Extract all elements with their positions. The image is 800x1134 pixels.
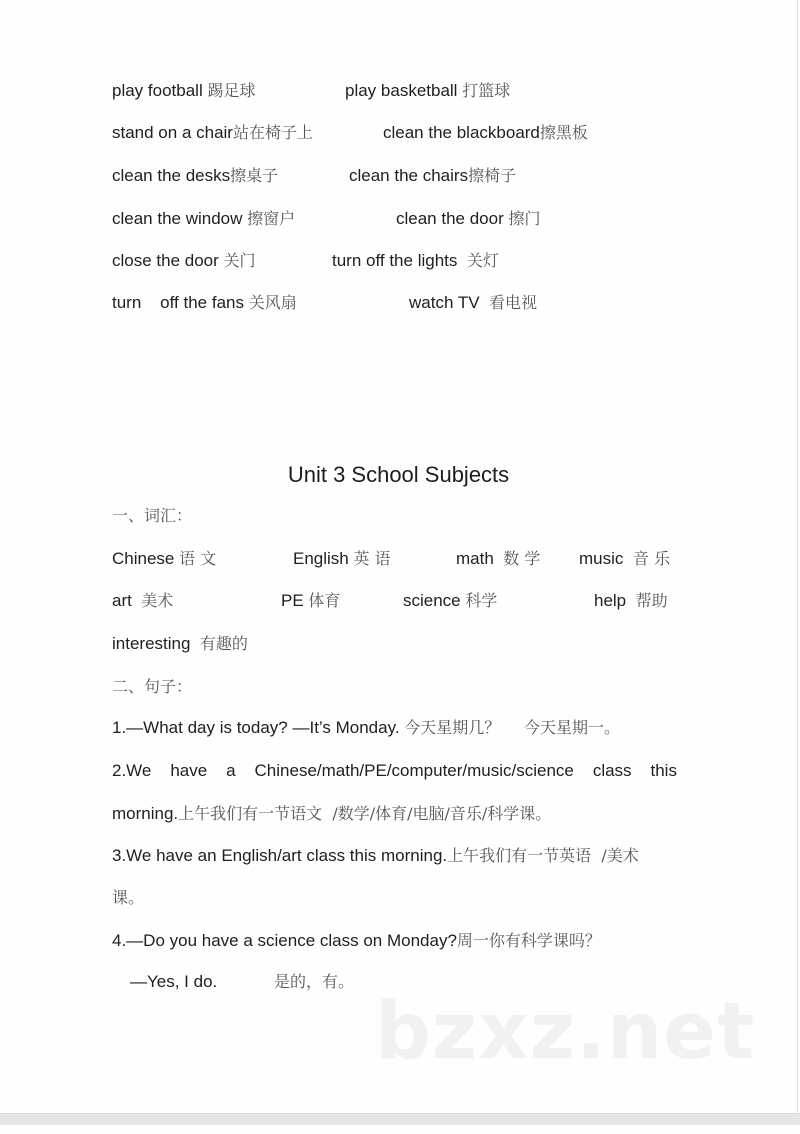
vocab-item	[579, 549, 670, 569]
phrase-en: close the door	[112, 251, 219, 270]
watermark: bzxz.net	[375, 987, 756, 1077]
phrase-en: clean the door	[396, 209, 504, 228]
phrase-item	[112, 209, 295, 229]
word: this	[650, 761, 677, 780]
phrase-zh: 擦黑板	[539, 123, 588, 142]
phrase-en: watch TV	[409, 293, 480, 312]
phrase-item	[409, 293, 537, 313]
vocab-en: Chinese	[112, 549, 175, 568]
sentence-heading: 二、句子：	[112, 677, 193, 696]
sentence-en: 3.We have an English/art class this morning.	[112, 846, 448, 865]
phrase-item	[112, 166, 278, 186]
vocab-item	[403, 591, 497, 611]
vocab-en: math	[456, 549, 494, 568]
phrase-item	[112, 123, 313, 143]
sentence-3-line-1	[112, 846, 639, 866]
phrase-item	[332, 251, 499, 271]
vocab-en: music	[579, 549, 624, 568]
sentence-2-line-1	[112, 761, 677, 781]
phrase-en: clean the chairs	[349, 166, 469, 185]
sentence-2-line-2	[112, 804, 551, 824]
phrase-en: play football	[112, 81, 203, 100]
phrase-item	[112, 293, 297, 313]
sentence-4-answer	[130, 972, 354, 992]
answer-zh: 是的，有。	[273, 972, 354, 991]
phrase-zh: 擦椅子	[468, 166, 517, 185]
phrase-zh: 关门	[223, 251, 256, 270]
vocab-item	[112, 634, 248, 654]
phrase-item	[383, 123, 588, 143]
phrase-zh: 站在椅子上	[232, 123, 313, 142]
phrase-en: stand on a chair	[112, 123, 233, 142]
phrase-zh: 擦门	[508, 209, 541, 228]
word: Chinese/math/PE/computer/music/science	[254, 761, 574, 780]
vocab-zh: 英 语	[353, 549, 391, 568]
phrase-zh: 关风扇	[248, 293, 297, 312]
vocab-en: interesting	[112, 634, 191, 653]
phrase-zh: 看电视	[489, 293, 538, 312]
phrase-zh: 踢足球	[207, 81, 256, 100]
sentence-en: 4.—Do you have a science class on Monday?	[112, 931, 457, 950]
vocab-zh: 语 文	[179, 549, 217, 568]
phrase-en: play basketball	[345, 81, 458, 100]
sentence-zh: 今天星期几？	[404, 718, 501, 737]
next-page-edge	[0, 1125, 800, 1134]
sentence-3-line-2: 课。	[112, 888, 145, 907]
vocab-en: English	[293, 549, 349, 568]
sentence-zh: 周一你有科学课吗？	[456, 931, 601, 950]
vocab-en: science	[403, 591, 461, 610]
sentence-en: 1.—What day is today? —It’s Monday.	[112, 718, 400, 737]
vocab-item	[293, 549, 391, 569]
phrase-item	[112, 81, 255, 101]
sentence-4	[112, 931, 601, 951]
sentence-zh: 今天星期一。	[523, 718, 620, 737]
vocab-heading: 一、词汇：	[112, 506, 193, 525]
vocab-en: PE	[281, 591, 304, 610]
vocab-zh: 音 乐	[632, 549, 670, 568]
answer-en: —Yes, I do.	[130, 972, 218, 991]
phrase-item	[349, 166, 516, 186]
vocab-zh: 体育	[308, 591, 341, 610]
vocab-zh: 科学	[465, 591, 498, 610]
vocab-zh: 美术	[141, 591, 174, 610]
sentence-zh: 上午我们有一节英语 /美术	[447, 846, 639, 865]
phrase-zh: 打篮球	[462, 81, 511, 100]
phrase-en: clean the blackboard	[383, 123, 540, 142]
phrase-zh: 擦窗户	[247, 209, 296, 228]
vocab-item	[112, 549, 216, 569]
unit-title: Unit 3 School Subjects	[287, 462, 510, 487]
word: 2.We	[112, 761, 152, 780]
phrase-en: turn off the lights	[332, 251, 458, 270]
phrase-zh: 关灯	[466, 251, 499, 270]
phrase-en: clean the desks	[112, 166, 231, 185]
vocab-zh: 有趣的	[199, 634, 248, 653]
phrase-item	[112, 251, 256, 271]
phrase-en: turn off the fans	[112, 293, 244, 312]
sentence-zh: 上午我们有一节语文 /数学/体育/电脑/音乐/科学课。	[178, 804, 552, 823]
vocab-item	[594, 591, 668, 611]
vocab-item	[456, 549, 540, 569]
vocab-en: art	[112, 591, 132, 610]
word: class	[592, 761, 632, 780]
vocab-item	[281, 591, 340, 611]
phrase-en: clean the window	[112, 209, 243, 228]
phrase-item	[396, 209, 541, 229]
sentence-en: morning.	[112, 804, 179, 823]
phrase-item	[345, 81, 510, 101]
vocab-item	[112, 591, 173, 611]
sentence-1	[112, 718, 620, 738]
word: have	[170, 761, 208, 780]
vocab-en: help	[594, 591, 627, 610]
word: a	[226, 761, 236, 780]
vocab-zh: 帮助	[635, 591, 668, 610]
phrase-zh: 擦桌子	[230, 166, 279, 185]
vocab-zh: 数 学	[503, 549, 541, 568]
